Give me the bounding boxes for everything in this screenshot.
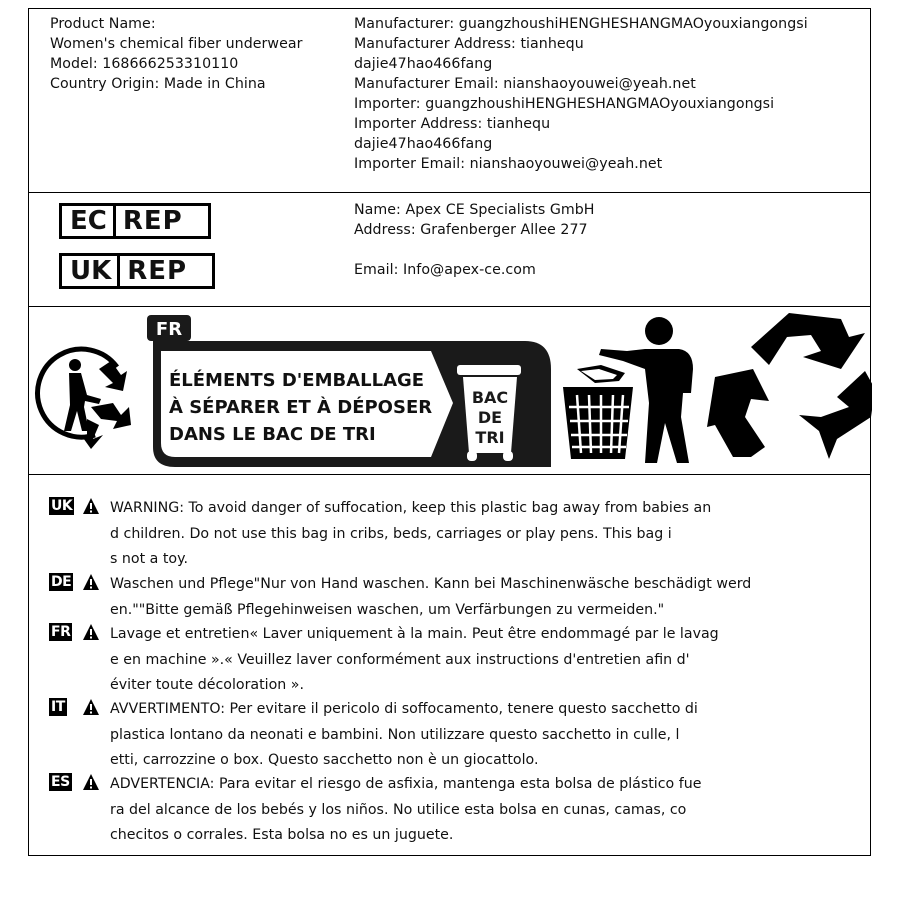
recycling-graphics xyxy=(29,307,872,475)
warning-triangle-icon xyxy=(82,773,100,791)
lang-flag-fr: FR xyxy=(51,624,71,640)
rep-name: Name: Apex CE Specialists GmbH xyxy=(354,202,595,218)
warning-line: Waschen und Pflege"Nur von Hand waschen. Kann bei Maschinenwäsche beschädigt werd xyxy=(110,576,752,592)
manufacturer-email: Manufacturer Email: nianshaoyouwei@yeah.net xyxy=(354,76,696,92)
info-section xyxy=(29,9,870,193)
warning-line: d children. Do not use this bag in cribs, beds, carriages or play pens. This bag i xyxy=(110,525,672,542)
importer-address-cont: dajie47hao466fang xyxy=(354,136,493,152)
warning-text-uk xyxy=(110,496,711,573)
warning-triangle-icon xyxy=(82,573,100,591)
importer-email: Importer Email: nianshaoyouwei@yeah.net xyxy=(354,156,663,172)
warning-line: éviter toute décoloration ». xyxy=(110,677,304,693)
warning-triangle-icon xyxy=(82,623,100,641)
warning-text-fr xyxy=(110,622,719,699)
triman-country: FR xyxy=(155,319,183,340)
lang-flag-uk: UK xyxy=(51,498,73,514)
importer-address: Importer Address: tianhequ xyxy=(354,116,551,132)
uk-rep-country: UK xyxy=(62,256,120,286)
triman-line-2: À SÉPARER ET À DÉPOSER xyxy=(169,397,433,418)
product-label xyxy=(28,8,871,856)
triman-line-1: ÉLÉMENTS D'EMBALLAGE xyxy=(169,370,425,391)
recycling-section xyxy=(29,307,870,475)
warning-triangle-icon xyxy=(82,698,100,716)
product-name-label: Product Name: xyxy=(50,16,156,32)
manufacturer-address-cont: dajie47hao466fang xyxy=(354,56,493,72)
warning-line: Lavage et entretien« Laver uniquement à la main. Peut être endommagé par le lavag xyxy=(110,626,719,642)
uk-rep-word: REP xyxy=(127,256,188,286)
uk-rep-mark xyxy=(59,253,215,289)
warning-line: plastica lontano da neonati e bambini. Non utilizzare questo sacchetto in culle, l xyxy=(110,726,680,743)
warning-line: checitos o corrales. Esta bolsa no es un juguete. xyxy=(110,827,454,843)
rep-email: Email: Info@apex-ce.com xyxy=(354,262,536,278)
representative-info xyxy=(354,200,595,280)
recycle-icon xyxy=(707,313,872,459)
model-number: Model: 168666253310110 xyxy=(50,56,239,72)
bin-label-2: DE xyxy=(477,408,503,427)
warning-triangle-icon xyxy=(82,497,100,515)
manufacturer-name: Manufacturer: guangzhoushiHENGHESHANGMAOyouxiangongsi xyxy=(354,16,808,32)
ec-rep-word: REP xyxy=(122,206,183,236)
country-origin: Country Origin: Made in China xyxy=(50,76,266,92)
warning-line: etti, carrozzine o box. Questo sacchetto non è un giocattolo. xyxy=(110,752,539,768)
product-name: Women's chemical fiber underwear xyxy=(50,36,303,52)
warning-line: en.""Bitte gemäß Pflegehinweisen waschen, um Verfärbungen zu vermeiden." xyxy=(110,601,665,618)
warning-text-de xyxy=(110,572,751,623)
warning-line: AVVERTIMENTO: Per evitare il pericolo di soffocamento, tenere questo sacchetto di xyxy=(110,701,698,717)
ec-rep-country: EC xyxy=(62,206,116,236)
warning-line: e en machine ».« Veuillez laver conformément aux instructions d'entretien afin d' xyxy=(110,651,690,668)
warning-text-it xyxy=(110,697,698,774)
product-info xyxy=(50,14,302,94)
lang-flag-de: DE xyxy=(51,574,72,590)
ec-rep-mark xyxy=(59,203,211,239)
warning-line: s not a toy. xyxy=(110,551,188,567)
manufacturer-info xyxy=(354,14,808,174)
triman-line-3: DANS LE BAC DE TRI xyxy=(169,424,376,445)
bin-label-3: TRI xyxy=(475,428,505,447)
triman-icon xyxy=(38,349,131,449)
lang-flag-it: IT xyxy=(51,699,65,715)
warning-line: ra del alcance de los bebés y los niños. No utilice esta bolsa en cunas, camas, co xyxy=(110,801,687,818)
manufacturer-address: Manufacturer Address: tianhequ xyxy=(354,36,584,52)
bin-label-1: BAC xyxy=(471,388,509,407)
warning-text-es xyxy=(110,772,701,849)
tidyman-icon xyxy=(563,317,693,463)
representative-section xyxy=(29,193,870,307)
lang-flag-es: ES xyxy=(51,774,70,790)
warnings-section xyxy=(29,475,870,855)
warning-line: WARNING: To avoid danger of suffocation, keep this plastic bag away from babies an xyxy=(110,500,712,516)
importer-name: Importer: guangzhoushiHENGHESHANGMAOyouxiangongsi xyxy=(354,96,775,112)
rep-address: Address: Grafenberger Allee 277 xyxy=(354,222,588,238)
warning-line: ADVERTENCIA: Para evitar el riesgo de asfixia, mantenga esta bolsa de plástico fue xyxy=(110,776,702,792)
